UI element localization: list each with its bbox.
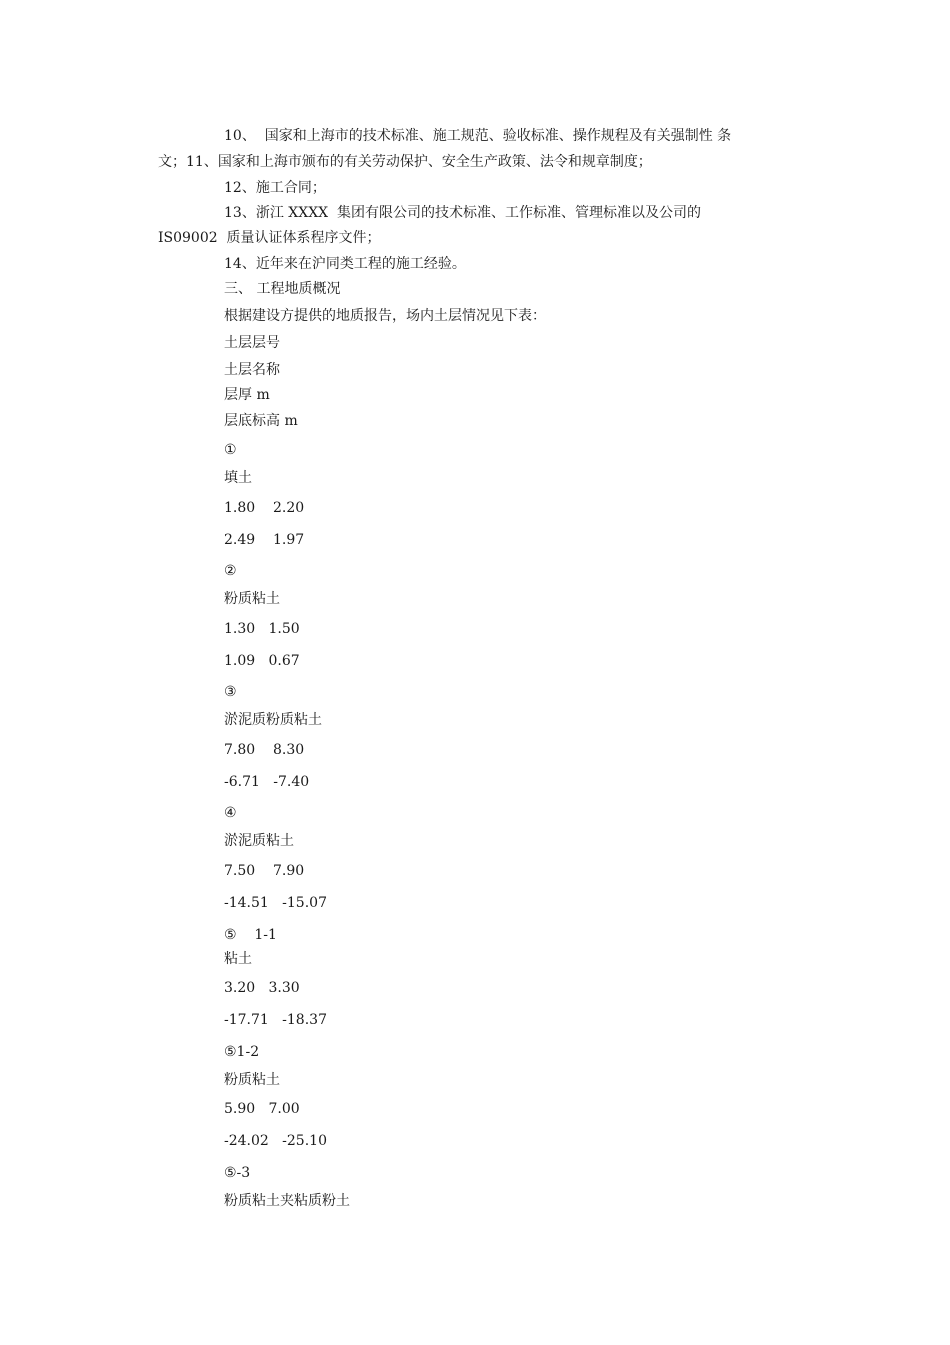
layer-1-no: ① (224, 442, 237, 458)
table-header-thickness: 层厚 m (224, 387, 270, 403)
layer-7-name: 粉质粘土夹粘质粉土 (224, 1193, 350, 1209)
layer-6-no: ⑤1-2 (224, 1044, 260, 1060)
layer-4-thickness: 7.50 7.90 (224, 863, 305, 879)
layer-3-elevation: -6.71 -7.40 (224, 774, 310, 790)
layer-1-name: 填土 (224, 470, 252, 486)
layer-6-name: 粉质粘土 (224, 1072, 280, 1088)
layer-2-no: ② (224, 563, 237, 579)
intro-line-8: 根据建设方提供的地质报告，场内土层情况见下表： (224, 308, 546, 324)
intro-line-2: 文；11、国家和上海市颁布的有关劳动保护、安全生产政策、法令和规章制度； (158, 154, 652, 170)
layer-3-thickness: 7.80 8.30 (224, 742, 305, 758)
intro-line-6: 14、近年来在沪同类工程的施工经验。 (224, 256, 466, 272)
layer-4-elevation: -14.51 -15.07 (224, 895, 327, 911)
layer-6-thickness: 5.90 7.00 (224, 1101, 300, 1117)
layer-4-no: ④ (224, 805, 237, 821)
layer-7-no: ⑤-3 (224, 1165, 251, 1181)
layer-5-elevation: -17.71 -18.37 (224, 1012, 327, 1028)
layer-5-name: 粘土 (224, 951, 252, 967)
layer-2-name: 粉质粘土 (224, 591, 280, 607)
layer-6-elevation: -24.02 -25.10 (224, 1133, 327, 1149)
layer-3-no: ③ (224, 684, 237, 700)
table-header-layer-name: 土层名称 (224, 362, 280, 378)
layer-2-thickness: 1.30 1.50 (224, 621, 300, 637)
layer-5-thickness: 3.20 3.30 (224, 980, 300, 996)
layer-1-thickness: 1.80 2.20 (224, 500, 305, 516)
section-heading: 三、 工程地质概况 (224, 281, 341, 297)
intro-line-5: IS09002 质量认证体系程序文件； (158, 230, 381, 246)
layer-5-no: ⑤ 1-1 (224, 927, 277, 943)
intro-line-4: 13、浙江 XXXX 集团有限公司的技术标准、工作标准、管理标准以及公司的 (224, 205, 702, 221)
layer-4-name: 淤泥质粘土 (224, 833, 294, 849)
layer-3-name: 淤泥质粉质粘土 (224, 712, 322, 728)
intro-line-3: 12、施工合同； (224, 180, 326, 196)
table-header-layer-no: 土层层号 (224, 335, 280, 351)
table-header-elevation: 层底标高 m (224, 413, 298, 429)
layer-1-elevation: 2.49 1.97 (224, 532, 305, 548)
layer-2-elevation: 1.09 0.67 (224, 653, 300, 669)
intro-line-1: 10、 国家和上海市的技术标准、施工规范、验收标准、操作规程及有关强制性 条 (224, 128, 732, 144)
